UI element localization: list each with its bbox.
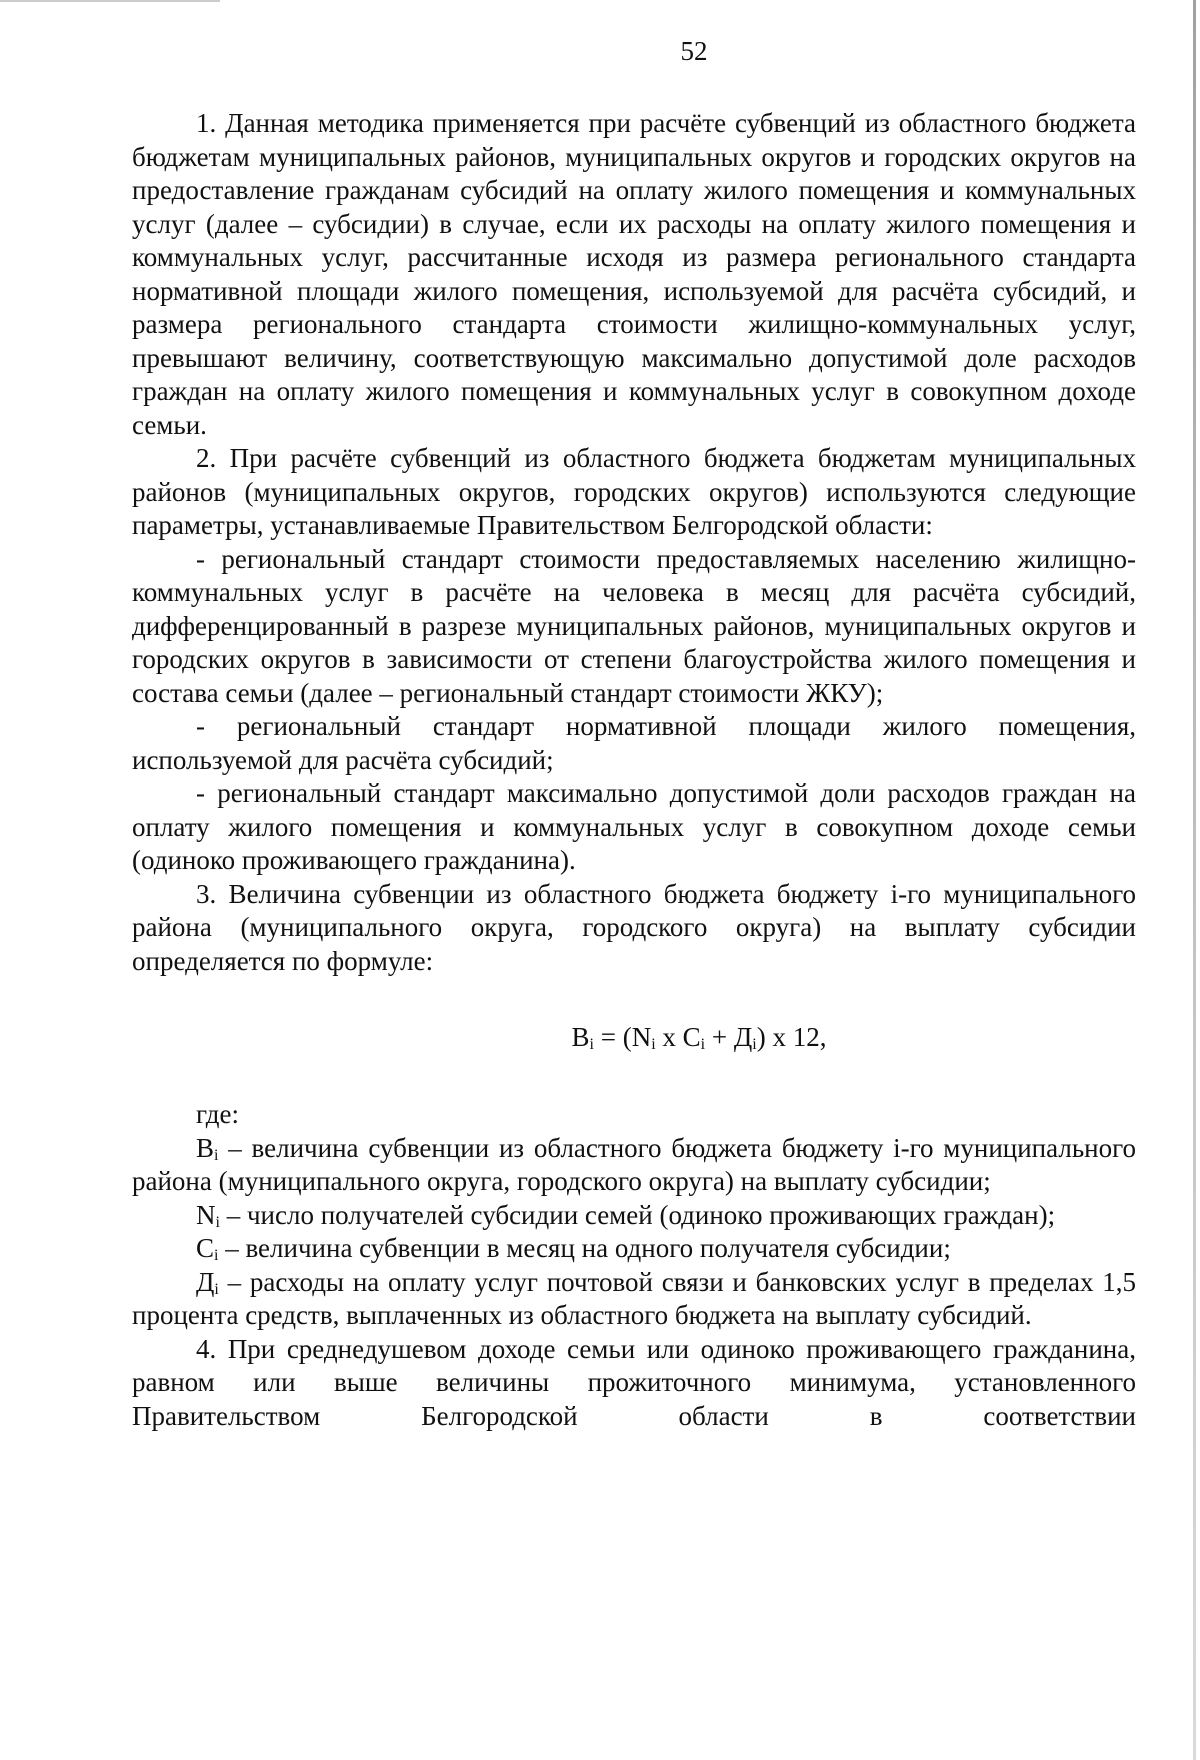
definition-c: $C_i$ – величина субвенции в месяц на одного получателя субсидии; — [196, 1233, 951, 1264]
definition-d: $Д_i$ – расходы на оплату услуг почтовой связи и банковских услуг в пределах 1,5 процента средств, выплаченных из областного бюджета на выплату субсидий. — [132, 1266, 1136, 1330]
list-item-share-standard: - региональный стандарт максимально допустимой доли расходов граждан на оплату жилого помещения и коммунальных услуг в совокупном доходе семьи (одиноко проживающего гражданина). — [132, 778, 1136, 875]
paragraph-4: 4. При среднедушевом доходе семьи или одиноко проживающего гражданина, равном или выше величины прожиточного минимума, установленного Правительством Белгородской области в соответствии — [132, 1333, 1136, 1431]
list-item-cost-standard: - региональный стандарт стоимости предоставляемых населению жилищно-коммунальных услуг в расчёте на человека в месяц для расчёта субсидий, дифференцированный в разрезе муниципальных районов, муниципальных округов и городских округов в зависимости от степени благоустройства жилого помещения и состава семьи (далее – региональный стандарт стоимости ЖКУ); — [132, 543, 1136, 708]
where-label: где: — [196, 1099, 239, 1129]
document-page — [132, 36, 1136, 1433]
scan-right-edge — [1193, 0, 1196, 1760]
paragraph-1: 1. Данная методика применяется при расчёте субвенций из областного бюджета бюджетам муниципальных районов, муниципальных округов и городских округов на предоставление гражданам субсидий на оплату жилого помещения и коммунальных услуг (далее – субсидии) в случае, если их расходы на оплату жилого помещения и коммунальных услуг, рассчитанные исходя из размера регионального стандарта нормативной площади жилого помещения, используемой для расчёта субсидий, и размера регионального стандарта стоимости жилищно-коммунальных услуг, превышают величину, соответствующую максимально допустимой доле расходов граждан на оплату жилого помещения и коммунальных услуг в совокупном доходе семьи. — [132, 108, 1136, 440]
formula: $B_i = (N_i$ x $C_i + Д_i$) x 12, — [571, 1022, 827, 1053]
paragraph-3: 3. Величина субвенции из областного бюджета бюджету i-го муниципального района (муниципального округа, городского округа) на выплату субсидии определяется по формуле: — [132, 878, 1136, 976]
definition-b: $B_i$ – величина субвенции из областного бюджета бюджету i-го муниципального района (муниципального округа, городского округа) на выплату субсидии; — [132, 1132, 1136, 1196]
list-item-area-standard: - региональный стандарт нормативной площади жилого помещения, используемой для расчёта субсидий; — [132, 711, 1136, 775]
page-number: 52 — [680, 36, 708, 66]
scan-top-edge — [0, 0, 220, 2]
definition-n: $N_i$ – число получателей субсидии семей (одиноко проживающих граждан); — [196, 1199, 1056, 1231]
paragraph-2: 2. При расчёте субвенций из областного бюджета бюджетам муниципальных районов (муниципальных округов, городских округов) используются следующие параметры, устанавливаемые Правительством Белгородской области: — [132, 443, 1136, 540]
